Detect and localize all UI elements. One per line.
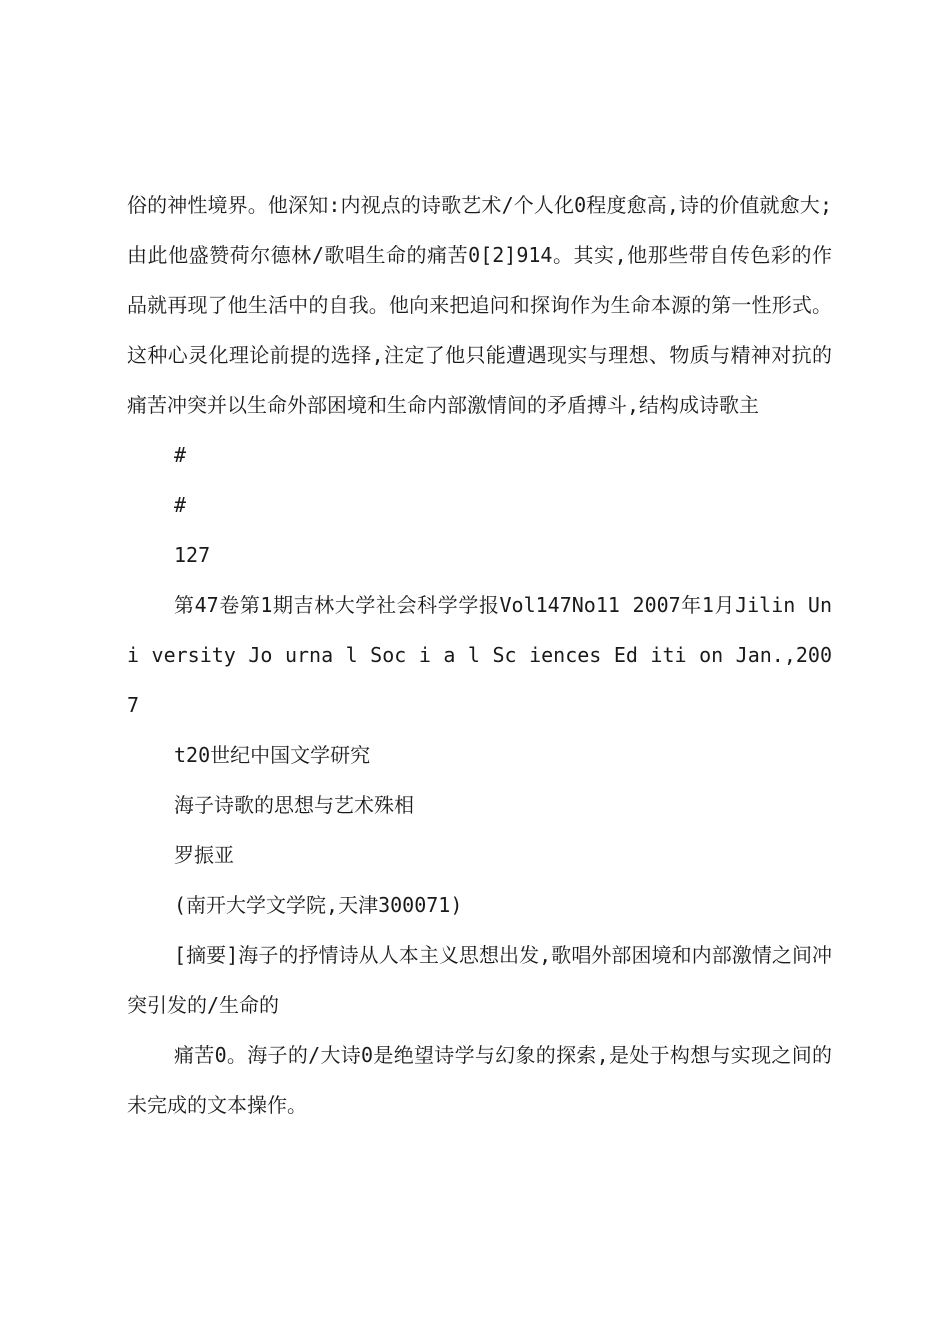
author-affiliation: (南开大学文学院,天津300071) bbox=[174, 893, 463, 917]
abstract-paragraph: [摘要]海子的抒情诗从人本主义思想出发,歌唱外部困境和内部激情之间冲突引发的/生命的 bbox=[127, 943, 832, 1017]
abstract-paragraph: 痛苦0。海子的/大诗0是绝望诗学与幻象的探索,是处于构想与实现之间的未完成的文本操作。 bbox=[127, 1043, 832, 1117]
article-title: 海子诗歌的思想与艺术殊相 bbox=[174, 793, 414, 817]
hash-mark: # bbox=[174, 493, 187, 517]
body-paragraph: 俗的神性境界。他深知:内视点的诗歌艺术/个人化0程度愈高,诗的价值就愈大;由此他盛赞荷尔德林/歌唱生命的痛苦0[2]914。其实,他那些带自传色彩的作品就再现了他生活中的自我。他向来把追问和探询作为生命本源的第一性形式。这种心灵化理论前提的选择,注定了他只能遭遇现实与理想、物质与精神对抗的痛苦冲突并以生命外部困境和生命内部激情间的矛盾搏斗,结构成诗歌主 bbox=[127, 193, 832, 417]
hash-mark: # bbox=[174, 443, 187, 467]
section-title: t20世纪中国文学研究 bbox=[174, 743, 371, 767]
page-number: 127 bbox=[174, 543, 211, 567]
journal-header: 第47卷第1期吉林大学社会科学学报Vol147No11 2007年1月Jilin Un i versity Jo urna l Soc i a l Sc iences Ed iti on Jan.,2007 bbox=[127, 593, 832, 717]
document-text-column bbox=[127, 180, 832, 1130]
author-name: 罗振亚 bbox=[174, 843, 234, 867]
